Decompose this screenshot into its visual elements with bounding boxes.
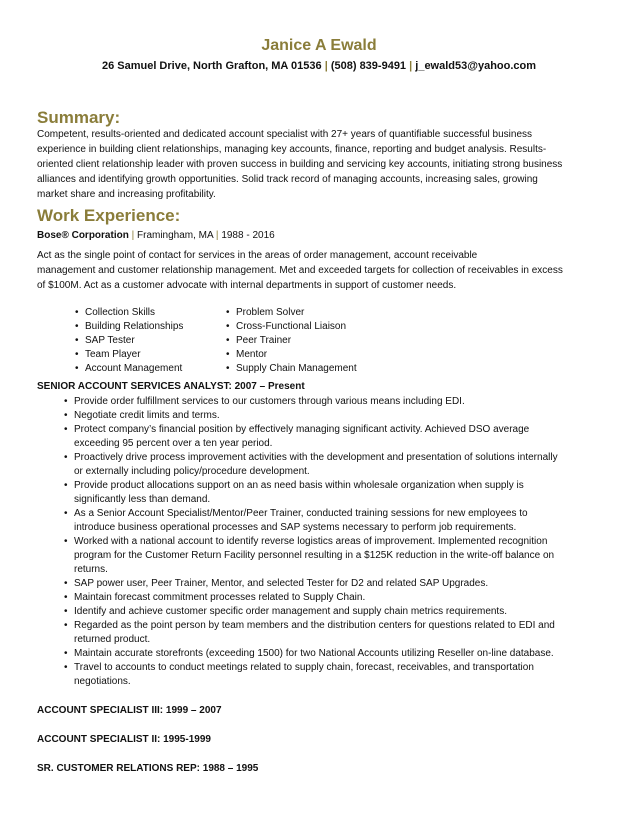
responsibility-line: introduce business operational processes and SAP systems necessary to perform job requirements. [74, 522, 517, 533]
summary-heading: Summary: [37, 108, 121, 127]
company-name: Bose® Corporation [37, 230, 129, 241]
separator: | [324, 60, 328, 72]
responsibility-line: • Provide order fulfillment services to our customers through various means including EDI. [74, 396, 465, 407]
responsibilities-list [64, 395, 604, 689]
responsibility-item [64, 451, 604, 479]
skill-item: • Team Player [75, 348, 183, 362]
responsibility-item [64, 647, 604, 661]
responsibility-line: • Travel to accounts to conduct meetings related to supply chain, forecast, receivables, and transportation [74, 662, 534, 673]
responsibility-item [64, 591, 604, 605]
responsibility-line: negotiations. [74, 676, 131, 687]
responsibility-line: • Maintain accurate storefronts (exceeding 1500) for two National Accounts utilizing Reseller on-line database. [74, 648, 554, 659]
candidate-name: Janice A Ewald [261, 37, 377, 54]
company-location: Framingham, MA [137, 230, 214, 241]
responsibility-line: • SAP power user, Peer Trainer, Mentor, and selected Tester for D2 and related SAP Upgrades. [74, 578, 489, 589]
responsibility-item [64, 409, 604, 423]
responsibility-line: • Proactively drive process improvement activities with the development and presentation of solutions internally [74, 452, 558, 463]
responsibility-item [64, 577, 604, 591]
job-title-senior: SENIOR ACCOUNT SERVICES ANALYST: 2007 – Present [37, 381, 305, 392]
responsibility-line: • As a Senior Account Specialist/Mentor/Peer Trainer, conducted training sessions for new employees to [74, 508, 528, 519]
skill-item: • Account Management [75, 362, 183, 376]
responsibility-line: exceeding 95 percent over a ten year period. [74, 438, 273, 449]
responsibility-line: • Provide product allocations support on an as need basis within wholesale organization when supply is [74, 480, 524, 491]
phone: (508) 839-9491 [330, 60, 407, 72]
responsibility-line: • Protect company’s financial position by effectively managing significant activity. Achieved DSO average [74, 424, 530, 435]
responsibility-item [64, 535, 604, 577]
contact-line [0, 60, 638, 72]
summary-line: oriented client relationship leader with proven success in building and servicing key accounts, initiating strong business [37, 159, 563, 170]
separator: | [131, 230, 135, 241]
responsibility-line: • Regarded as the point person by team members and the distribution centers for questions related to EDI and [74, 620, 555, 631]
intro-line: Act as the single point of contact for services in the areas of order management, account receivable [37, 250, 478, 261]
skills-list-left [75, 306, 183, 376]
job-title-customer-relations: SR. CUSTOMER RELATIONS REP: 1988 – 1995 [37, 763, 259, 774]
job-title-specialist-ii: ACCOUNT SPECIALIST II: 1995-1999 [37, 734, 211, 745]
skill-item: • Supply Chain Management [226, 362, 357, 376]
responsibility-item [64, 605, 604, 619]
skill-item: • Peer Trainer [226, 334, 357, 348]
skill-item: • SAP Tester [75, 334, 183, 348]
summary-line: market share and increasing profitability. [37, 189, 216, 200]
skill-item: • Problem Solver [226, 306, 357, 320]
responsibility-line: significantly less than demand. [74, 494, 211, 505]
skill-item: • Building Relationships [75, 320, 183, 334]
responsibility-item [64, 479, 604, 507]
responsibility-line: • Negotiate credit limits and terms. [74, 410, 220, 421]
work-experience-heading: Work Experience: [37, 206, 181, 225]
email-link[interactable]: j_ewald53@yahoo.com [415, 60, 537, 72]
responsibility-line: returns. [74, 564, 108, 575]
company-years: 1988 - 2016 [221, 230, 275, 241]
address: 26 Samuel Drive, North Grafton, MA 01536 [101, 60, 322, 72]
summary-line: Competent, results-oriented and dedicated account specialist with 27+ years of quantifiable successful business [37, 129, 533, 140]
responsibility-line: program for the Customer Return Facility personnel resulting in a $125K reduction in the write-off balance on [74, 550, 555, 561]
responsibility-item [64, 395, 604, 409]
responsibility-line: returned product. [74, 634, 151, 645]
responsibility-item [64, 423, 604, 451]
summary-paragraph [37, 127, 597, 202]
skill-item: • Mentor [226, 348, 357, 362]
intro-line: of $100M. Act as a customer advocate with internal departments in support of customer needs. [37, 280, 457, 291]
experience-intro [37, 248, 597, 293]
responsibility-line: or externally including policy/procedure development. [74, 466, 310, 477]
skills-list-right [226, 306, 357, 376]
responsibility-line: • Identify and achieve customer specific order management and supply chain metrics requirements. [74, 606, 507, 617]
responsibility-item [64, 661, 604, 689]
separator: | [409, 60, 413, 72]
separator: | [215, 230, 219, 241]
responsibility-item [64, 619, 604, 647]
intro-line: management and customer relationship management. Met and exceeded targets for collection of receivables in excess [37, 265, 563, 276]
responsibility-line: • Maintain forecast commitment processes related to Supply Chain. [74, 592, 366, 603]
job-title-specialist-iii: ACCOUNT SPECIALIST III: 1999 – 2007 [37, 705, 222, 716]
responsibility-line: • Worked with a national account to identify reverse logistics areas of improvement. Implemented recognition [74, 536, 548, 547]
skill-item: • Cross-Functional Liaison [226, 320, 357, 334]
summary-line: alliances and identifying growth opportunities. Solid track record of managing accounts, increasing sales, growing [37, 174, 538, 185]
summary-line: experience in building client relationships, managing key accounts, finance, reporting and budget analysis. Results- [37, 144, 547, 155]
skill-item: • Collection Skills [75, 306, 183, 320]
responsibility-item [64, 507, 604, 535]
company-line [37, 230, 275, 241]
